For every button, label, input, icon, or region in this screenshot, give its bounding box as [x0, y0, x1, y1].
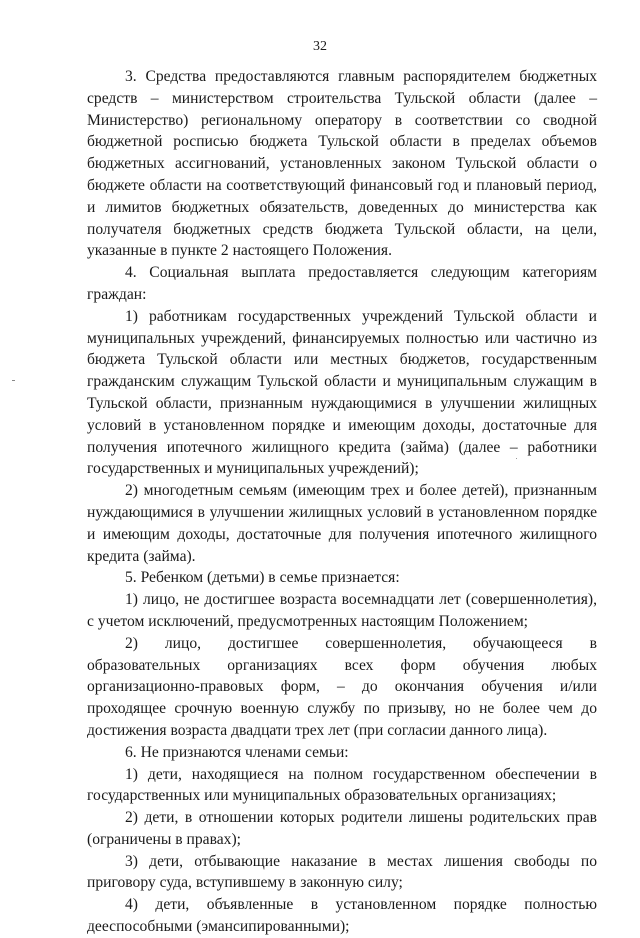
- paragraph-5: 5. Ребенком (детьми) в семье признается:: [125, 569, 400, 587]
- paragraph-5-item-1: 1) лицо, не достигшее возраста восемнадцати лет (совершеннолетия), с учетом исключений, предусмотренных настоящим Положением;: [87, 591, 597, 630]
- paragraph-4-item-2: 2) многодетным семьям (имеющим трех и более детей), признанным нуждающимися в улучшении жилищных условий в установленном порядке и имеющим доходы, достаточные для получения ипотечного жилищного кредита (займа).: [87, 482, 597, 565]
- page-number: 32: [313, 39, 327, 54]
- paragraph-3: 3. Средства предоставляются главным распорядителем бюджетных средств – министерством строительства Тульской области (далее – Министерство) региональному оператору в соответствии со сводной бюджетной росписью бюджета Тульской области в пределах объемов бюджетных ассигнований, установленных законом Тульской области о бюджете области на соответствующий финансовый год и плановый период, и лимитов бюджетных обязательств, доведенных до министерства как получателя бюджетных средств бюджета Тульской области, на цели, указанные в пункте 2 настоящего Положения.: [87, 68, 597, 260]
- paragraph-6-item-1: 1) дети, находящиеся на полном государственном обеспечении в государственных или муниципальных образовательных организациях;: [87, 765, 597, 805]
- paragraph-4: 4. Социальная выплата предоставляется следующим категориям граждан:: [87, 264, 597, 303]
- margin-mark: [12, 380, 15, 381]
- paragraph-6-item-2: 2) дети, в отношении которых родители лишены родительских прав (ограничены в правах);: [87, 809, 597, 848]
- paragraph-6-item-4: 4) дети, объявленные в установленном порядке полностью дееспособными (эмансипированными);: [87, 896, 597, 936]
- paragraph-5-item-2: 2) лицо, достигшее совершеннолетия, обучающееся в образовательных организациях всех форм обучения любых организационно-правовых форм, – до окончания обучения и/или проходящее срочную военную службу по призыву, но не более чем до достижения возраста двадцати трех лет (при согласии данного лица).: [87, 634, 597, 739]
- paragraph-6: 6. Не признаются членами семьи:: [125, 743, 349, 761]
- paragraph-6-item-3: 3) дети, отбывающие наказание в местах лишения свободы по приговору суда, вступившему в законную силу;: [87, 852, 597, 892]
- body-text: [87, 66, 597, 938]
- paragraph-4-item-1: 1) работникам государственных учреждений Тульской области и муниципальных учреждений, финансируемых полностью или частично из бюджета Тульской области или местных бюджетов, государственным гражданским служащим Тульской области и муниципальным служащим в Тульской области, признанным нуждающимися в улучшении жилищных условий в установленном порядке и имеющим доходы, достаточные для получения ипотечного жилищного кредита (займа) (далее – работники государственных и муниципальных учреждений);: [87, 307, 597, 478]
